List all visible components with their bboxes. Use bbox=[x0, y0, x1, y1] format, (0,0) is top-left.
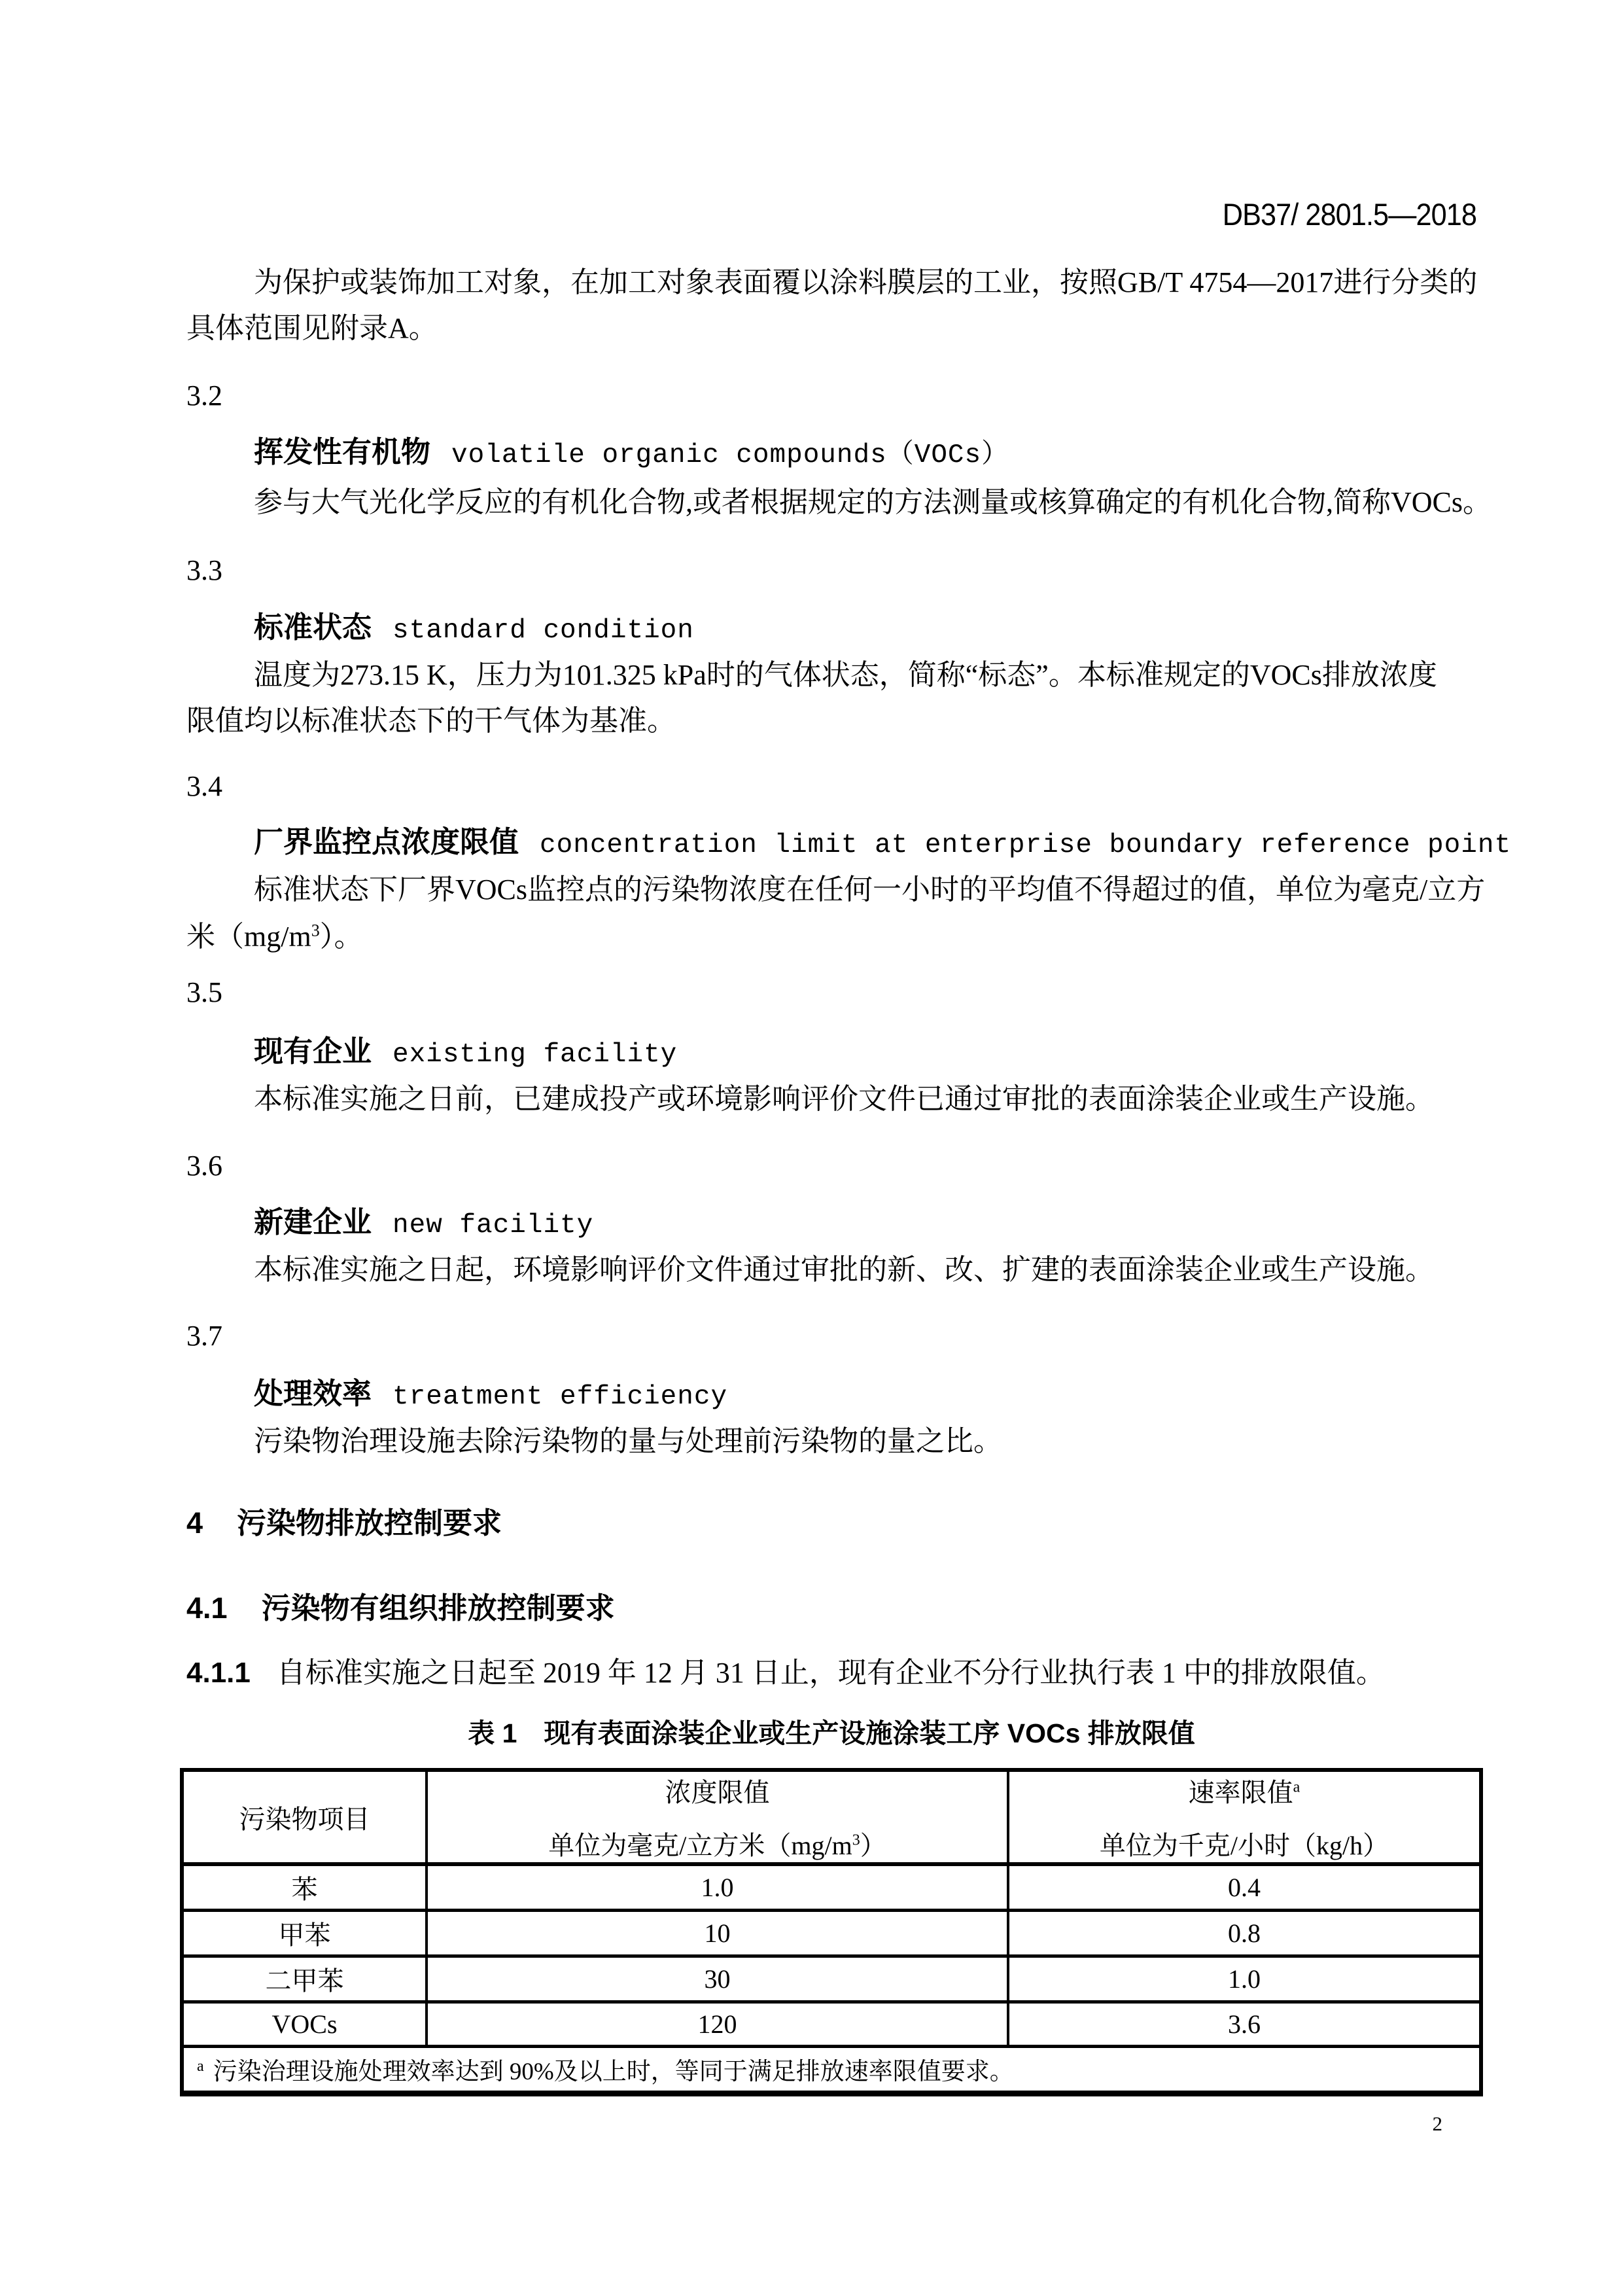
header-unit: 单位为千克/小时（kg/h） bbox=[1099, 1831, 1389, 1860]
term-chinese: 现有企业 bbox=[254, 1034, 372, 1068]
table-row-benzene bbox=[182, 1864, 1481, 1910]
term-english: new facility bbox=[393, 1210, 594, 1241]
cell-rate: 1.0 bbox=[1008, 1956, 1481, 2002]
term-chinese: 标准状态 bbox=[254, 610, 372, 644]
term-english: standard condition bbox=[393, 616, 694, 646]
table-footnote bbox=[182, 2046, 1481, 2093]
table-footnote-row bbox=[182, 2046, 1481, 2093]
label-text: 速率限值 bbox=[1188, 1778, 1293, 1807]
clause-3-7-number: 3.7 bbox=[186, 1320, 222, 1352]
cell-pollutant: 甲苯 bbox=[182, 1910, 427, 1956]
cell-pollutant: 苯 bbox=[182, 1864, 427, 1910]
table-row-toluene bbox=[182, 1910, 1481, 1956]
clause-3-2-number: 3.2 bbox=[186, 380, 222, 412]
term-english: treatment efficiency bbox=[393, 1382, 728, 1412]
section-title: 污染物有组织排放控制要求 bbox=[261, 1591, 615, 1625]
cell-concentration: 30 bbox=[427, 1956, 1008, 2002]
table-header-row bbox=[182, 1770, 1481, 1864]
clause-3-5-number: 3.5 bbox=[186, 976, 222, 1008]
clause-3-7-term bbox=[254, 1377, 727, 1412]
header-label: 浓度限值 bbox=[665, 1778, 770, 1807]
cell-pollutant: 二甲苯 bbox=[182, 1956, 427, 2002]
clause-3-3-body-line2: 限值均以标准状态下的干气体为基准。 bbox=[186, 705, 676, 737]
table-row-xylene bbox=[182, 1956, 1481, 2002]
section-4-1-heading bbox=[186, 1592, 615, 1625]
section-number: 4 bbox=[186, 1506, 203, 1540]
cell-concentration: 120 bbox=[427, 2002, 1008, 2046]
clause-3-6-body: 本标准实施之日起，环境影响评价文件通过审批的新、改、扩建的表面涂装企业或生产设施。 bbox=[254, 1254, 1434, 1286]
clause-3-5-term bbox=[254, 1035, 677, 1070]
footnote-marker-a: a bbox=[197, 2057, 204, 2075]
superscript-a: a bbox=[1293, 1778, 1300, 1796]
clause-3-4-term bbox=[254, 826, 1511, 860]
footnote-text: 污染治理设施处理效率达到 90%及以上时，等同于满足排放速率限值要求。 bbox=[213, 2058, 1014, 2085]
unit-text: 米（mg/m bbox=[186, 921, 311, 953]
superscript-3: 3 bbox=[311, 921, 320, 940]
clause-3-3-number: 3.3 bbox=[186, 554, 222, 586]
intro-paragraph-line2: 具体范围见附录A。 bbox=[186, 312, 438, 344]
page-number: 2 bbox=[1432, 2112, 1442, 2135]
term-chinese: 新建企业 bbox=[254, 1205, 372, 1239]
table-row-vocs bbox=[182, 2002, 1481, 2046]
clause-3-4-body-line2 bbox=[186, 921, 363, 953]
term-chinese: 厂界监控点浓度限值 bbox=[254, 825, 519, 858]
clause-3-6-number: 3.6 bbox=[186, 1150, 222, 1182]
superscript-3: 3 bbox=[852, 1831, 860, 1849]
unit-text-end: ） bbox=[860, 1831, 886, 1860]
term-chinese: 挥发性有机物 bbox=[254, 435, 431, 468]
clause-3-6-term bbox=[254, 1206, 593, 1241]
table-1-vocs-emission-limits bbox=[180, 1768, 1483, 2096]
clause-3-5-body: 本标准实施之日前，已建成投产或环境影响评价文件已通过审批的表面涂装企业或生产设施。 bbox=[254, 1083, 1434, 1115]
table-1-title: 表 1 现有表面涂装企业或生产设施涂装工序 VOCs 排放限值 bbox=[468, 1718, 1195, 1748]
clause-3-2-body: 参与大气光化学反应的有机化合物,或者根据规定的方法测量或核算确定的有机化合物,简称VOCs。 bbox=[254, 486, 1492, 518]
cell-rate: 0.8 bbox=[1008, 1910, 1481, 1956]
standard-code-header: DB37/ 2801.5—2018 bbox=[1222, 197, 1476, 232]
header-cell-concentration-limit bbox=[427, 1770, 1008, 1864]
unit-text: 单位为毫克/立方米（mg/m bbox=[548, 1831, 852, 1860]
term-english: concentration limit at enterprise boundary reference point bbox=[540, 830, 1512, 860]
cell-rate: 3.6 bbox=[1008, 2002, 1481, 2046]
intro-paragraph-line1: 为保护或装饰加工对象，在加工对象表面覆以涂料膜层的工业，按照GB/T 4754—2017进行分类的 bbox=[254, 266, 1478, 298]
cell-concentration: 1.0 bbox=[427, 1864, 1008, 1910]
clause-3-4-body-line1: 标准状态下厂界VOCs监控点的污染物浓度在任何一小时的平均值不得超过的值，单位为毫克/立方 bbox=[254, 874, 1486, 906]
clause-number: 4.1.1 bbox=[186, 1657, 251, 1689]
term-chinese: 处理效率 bbox=[254, 1377, 372, 1410]
header-label bbox=[1009, 1772, 1479, 1809]
header-cell-pollutant bbox=[182, 1770, 427, 1864]
header-label: 污染物项目 bbox=[239, 1804, 370, 1834]
header-unit bbox=[428, 1825, 1007, 1862]
term-english: existing facility bbox=[393, 1040, 678, 1070]
section-4-heading bbox=[186, 1507, 502, 1540]
header-cell-rate-limit bbox=[1008, 1770, 1481, 1864]
section-number: 4.1 bbox=[186, 1591, 228, 1625]
clause-3-2-term bbox=[254, 436, 1009, 470]
cell-concentration: 10 bbox=[427, 1910, 1008, 1956]
term-english: volatile organic compounds（VOCs） bbox=[451, 440, 1009, 470]
cell-pollutant: VOCs bbox=[182, 2002, 427, 2046]
clause-3-3-body-line1: 温度为273.15 K，压力为101.325 kPa时的气体状态，简称“标态”。本标准规定的VOCs排放浓度 bbox=[254, 659, 1437, 691]
clause-body: 自标准实施之日起至 2019 年 12 月 31 日止，现有企业不分行业执行表 1 中的排放限值。 bbox=[276, 1657, 1385, 1689]
cell-rate: 0.4 bbox=[1008, 1864, 1481, 1910]
clause-3-7-body: 污染物治理设施去除污染物的量与处理前污染物的量之比。 bbox=[254, 1425, 1002, 1457]
clause-3-3-term bbox=[254, 611, 694, 646]
clause-3-4-number: 3.4 bbox=[186, 770, 222, 802]
unit-text-end: ）。 bbox=[319, 921, 363, 953]
clause-4-1-1 bbox=[186, 1657, 1385, 1689]
section-title: 污染物排放控制要求 bbox=[237, 1506, 502, 1540]
